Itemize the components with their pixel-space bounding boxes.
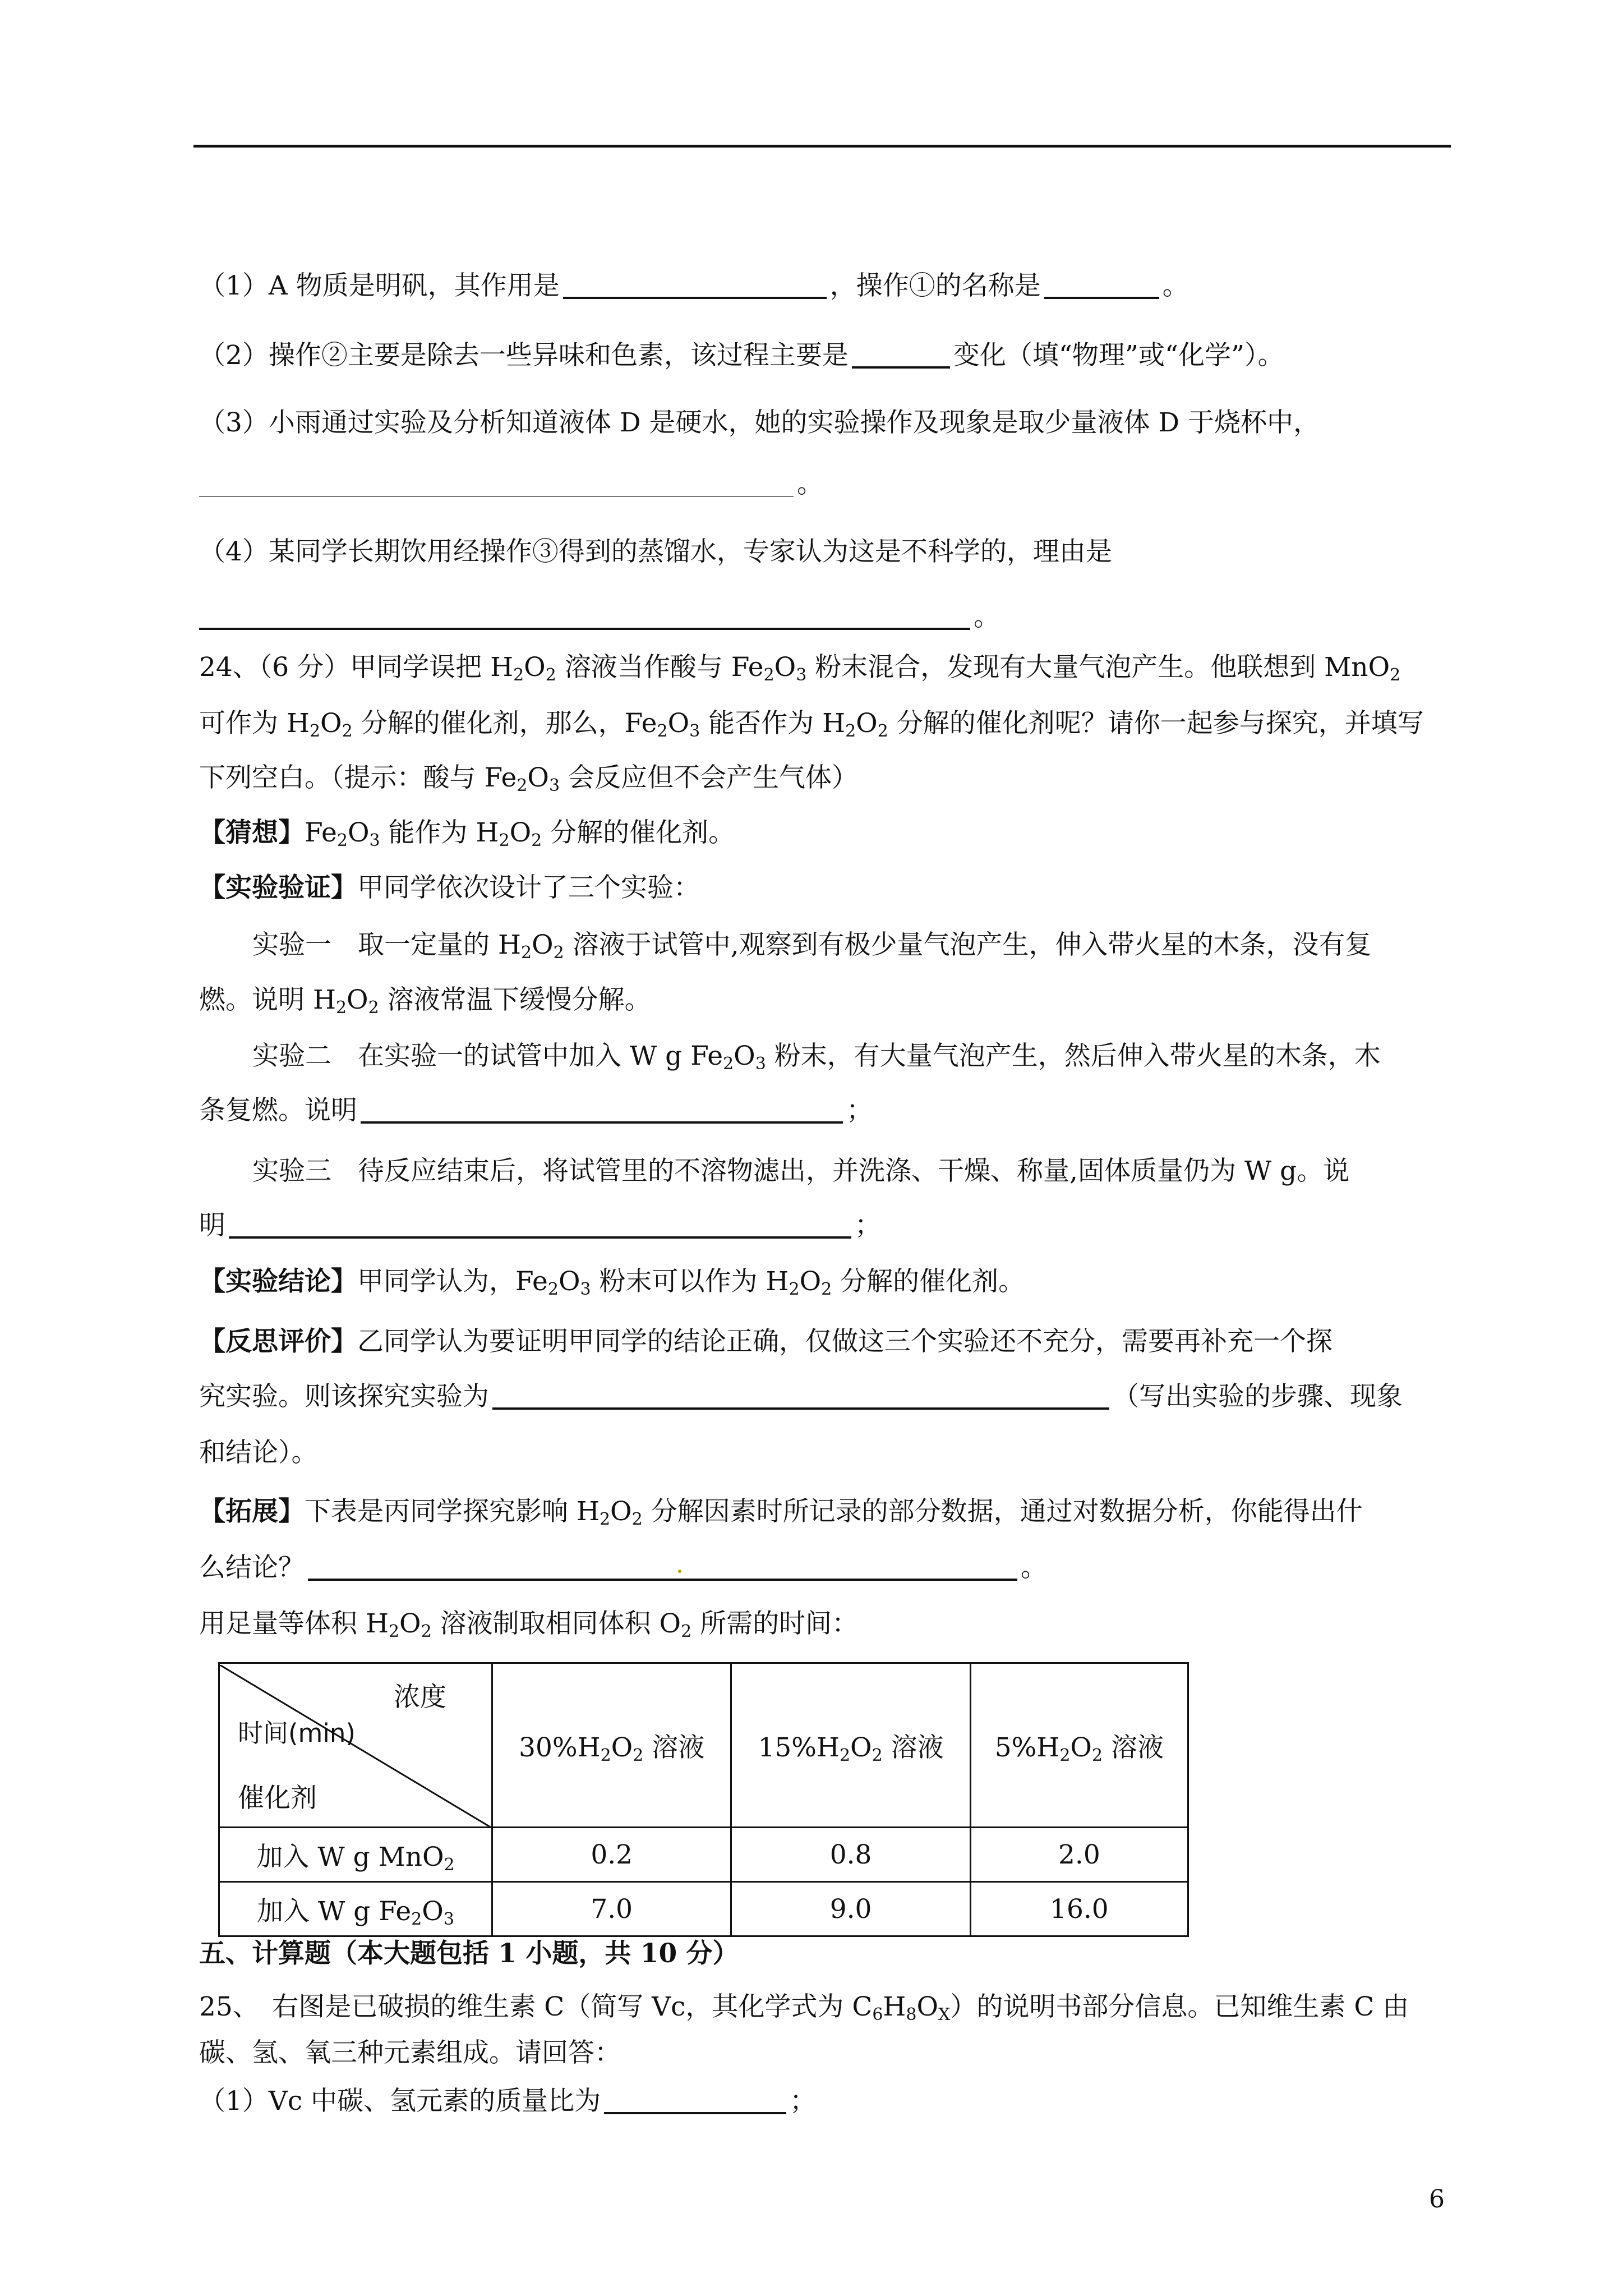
- q24-line1: 24、（6 分）甲同学误把 $H_2O_2$ 溶液当作酸与 $Fe_2O_3$ 粉末混合，发现有大量气泡产生。他联想到 MnO$_2$: [199, 652, 1401, 685]
- q25-part1: （1）Vc 中碳、氢元素的质量比为 ；: [199, 2086, 817, 2116]
- answer-blank[interactable]: [308, 1553, 1017, 1581]
- q24-extension-line1: 【拓展】下表是丙同学探究影响 $H_2O_2$ 分解因素时所记录的部分数据，通过对数据分析，你能得出什: [199, 1496, 1363, 1529]
- speck: [678, 1570, 681, 1573]
- answer-blank[interactable]: [563, 271, 827, 299]
- q25-line2: 碳、氢、氧三种元素组成。请回答：: [199, 2037, 621, 2068]
- table-header-row: [219, 1663, 1188, 1828]
- table-cell: 2.0: [970, 1828, 1188, 1882]
- header-catalyst: 催化剂: [238, 1783, 317, 1814]
- answer-blank[interactable]: [361, 1096, 843, 1124]
- table-row-mno2: [219, 1828, 1188, 1882]
- table-cell: 7.0: [492, 1882, 731, 1936]
- q23-part2: （2）操作②主要是除去一些异味和色素，该过程主要是 变化（填“物理”或“化学”）。: [199, 340, 1284, 371]
- q23-part3: （3）小雨通过实验及分析知道液体 D 是硬水，她的实验操作及现象是取少量液体 D 于烧杯中，: [199, 407, 1320, 438]
- answer-blank[interactable]: [604, 2086, 786, 2114]
- q24-verify: 【实验验证】甲同学依次设计了三个实验：: [199, 872, 700, 903]
- q25-line1: 25、 右图是已破损的维生素 C（简写 Vc，其化学式为 $C_6H_8O_X$）的说明书部分信息。已知维生素 C 由: [199, 1991, 1409, 2024]
- page-number: 6: [1429, 2185, 1445, 2214]
- header-rule: [193, 145, 1451, 148]
- table-cell: 9.0: [731, 1882, 970, 1936]
- q24-exp1-line2: 燃。说明 $H_2O_2$ 溶液常温下缓慢分解。: [199, 984, 651, 1018]
- q24-exp2-line2: 条复燃。说明 ；: [199, 1095, 873, 1126]
- answer-blank[interactable]: [1044, 271, 1159, 299]
- table-row-fe2o3: [219, 1882, 1188, 1936]
- q23-part4: （4）某同学长期饮用经操作③得到的蒸馏水，专家认为这是不科学的，理由是: [199, 536, 1112, 567]
- data-table: [218, 1662, 1189, 1937]
- q24-line3: 下列空白。（提示：酸与 $Fe_2O_3$ 会反应但不会产生气体）: [199, 762, 858, 795]
- q24-extension-line2: 么结论？ 。: [199, 1552, 1047, 1583]
- header-15pct: $15\%H_2O_2$ 溶液: [731, 1663, 970, 1828]
- header-time: 时间(min): [238, 1718, 356, 1748]
- table-caption: 用足量等体积 $H_2O_2$ 溶液制取相同体积 $O_2$ 所需的时间：: [199, 1608, 859, 1641]
- row-label: 加入 W g $Fe_2O_3$: [219, 1882, 492, 1936]
- q23-part1: （1）A 物质是明矾，其作用是 ，操作①的名称是 。: [199, 270, 1189, 301]
- q24-exp2-line1: 实验二 在实验一的试管中加入 W g $Fe_2O_3$ 粉末，有大量气泡产生，然后伸入带火星的木条，木: [252, 1041, 1381, 1074]
- q24-conclusion: 【实验结论】甲同学认为，$Fe_2O_3$ 粉末可以作为 $H_2O_2$ 分解的催化剂。: [199, 1266, 1025, 1299]
- row-label: 加入 W g MnO$_2$: [219, 1828, 492, 1882]
- q24-exp3-line1: 实验三 待反应结束后，将试管里的不溶物滤出，并洗涤、干燥、称量,固体质量仍为 W g。说: [252, 1156, 1350, 1186]
- q23-part4-answer: 。: [199, 600, 1000, 634]
- answer-blank[interactable]: [199, 602, 970, 630]
- header-30pct: $30\%H_2O_2$ 溶液: [492, 1663, 731, 1828]
- table-cell: 0.2: [492, 1828, 731, 1882]
- section-heading: 五、计算题（本大题包括 1 小题，共 10 分）: [199, 1938, 739, 1969]
- q24-exp1-line1: 实验一 取一定量的 $H_2O_2$ 溶液于试管中,观察到有极少量气泡产生，伸入带火星的木条，没有复: [252, 930, 1372, 963]
- q23-part3-answer: 。: [199, 467, 823, 501]
- header-concentration: 浓度: [394, 1682, 446, 1713]
- answer-blank[interactable]: [199, 470, 794, 497]
- q24-line2: 可作为 $H_2O_2$ 分解的催化剂，那么，$Fe_2O_3$ 能否作为 $H_2O_2$ 分解的催化剂呢？请你一起参与探究，并填写: [199, 708, 1424, 741]
- answer-blank[interactable]: [492, 1382, 1109, 1410]
- table-cell: 0.8: [731, 1828, 970, 1882]
- q24-guess: 【猜想】$Fe_2O_3$ 能作为 $H_2O_2$ 分解的催化剂。: [199, 817, 735, 850]
- q24-reflection-line2: 究实验。则该探究实验为 （写出实验的步骤、现象: [199, 1381, 1403, 1412]
- table-cell: 16.0: [970, 1882, 1188, 1936]
- diagonal-header-cell: [219, 1663, 492, 1828]
- q24-reflection-line1: 【反思评价】乙同学认为要证明甲同学的结论正确，仅做这三个实验还不充分，需要再补充一个探: [199, 1326, 1332, 1357]
- q24-reflection-line3: 和结论）。: [199, 1437, 318, 1468]
- header-5pct: $5\%H_2O_2$ 溶液: [970, 1663, 1188, 1828]
- answer-blank[interactable]: [852, 341, 950, 369]
- q24-exp3-line2: 明 ；: [199, 1210, 881, 1241]
- answer-blank[interactable]: [229, 1211, 851, 1239]
